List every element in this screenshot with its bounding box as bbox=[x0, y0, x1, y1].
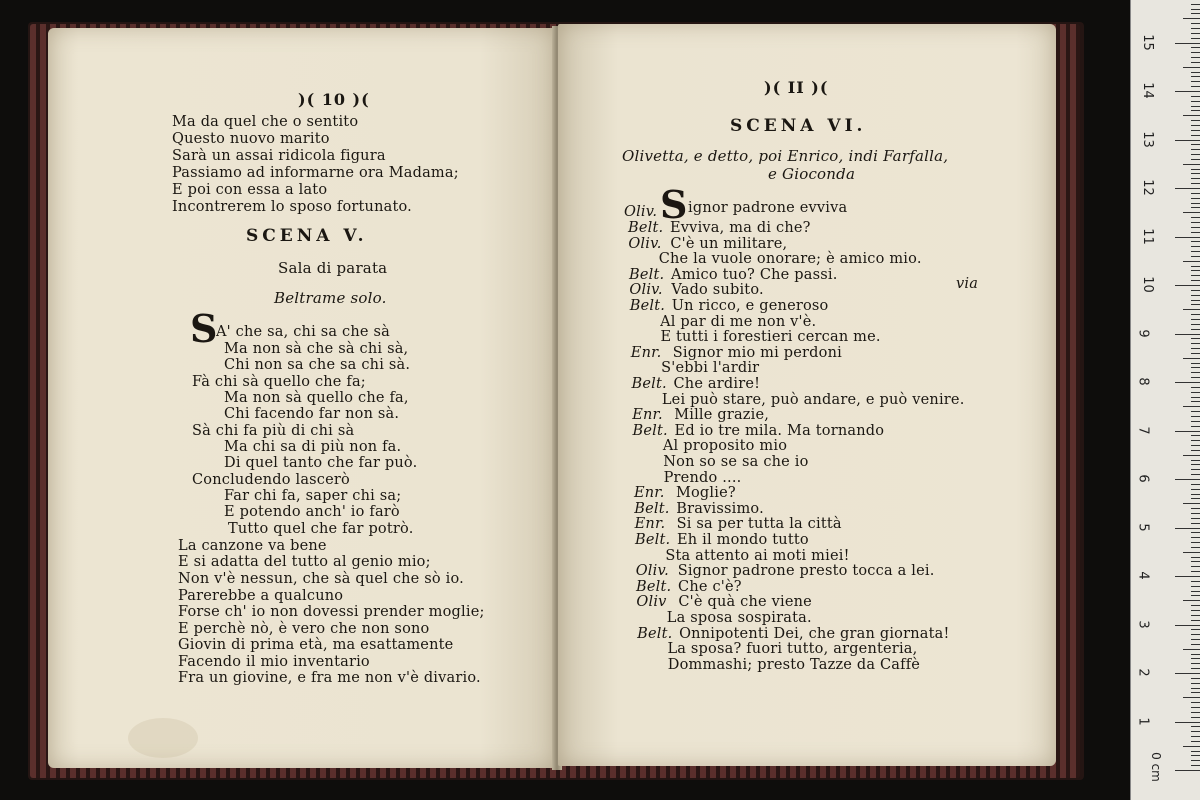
scene-heading-left: SCENA V. bbox=[246, 226, 368, 246]
drop-capital: S bbox=[660, 182, 688, 227]
ruler-tick bbox=[1191, 348, 1200, 349]
speaker-label: Belt. bbox=[632, 422, 668, 439]
ruler-tick bbox=[1191, 13, 1200, 14]
ruler-tick bbox=[1191, 663, 1200, 664]
ruler-tick bbox=[1191, 246, 1200, 247]
dialogue-line: E tutti i forestieri cercan me. bbox=[660, 329, 881, 346]
ruler-tick bbox=[1183, 552, 1200, 553]
dialogue-line: Eh il mondo tutto bbox=[677, 532, 809, 548]
ruler-number: 1 bbox=[1135, 716, 1151, 726]
ruler-tick bbox=[1175, 431, 1200, 432]
ruler-tick bbox=[1191, 736, 1200, 737]
dialogue-line: Moglie? bbox=[675, 485, 736, 502]
dialogue-line: Che ardire! bbox=[673, 376, 761, 392]
ruler-tick bbox=[1191, 489, 1200, 490]
ruler-tick bbox=[1191, 532, 1200, 533]
scene-setting: Sala di parata bbox=[278, 259, 388, 277]
text-line: E potendo anch' io farò bbox=[224, 504, 400, 520]
ruler-tick bbox=[1191, 81, 1200, 82]
text-line: Giovin di prima età, ma esattamente bbox=[178, 637, 454, 653]
cast-line: e Gioconda bbox=[768, 165, 856, 183]
ruler-tick bbox=[1191, 450, 1200, 451]
dialogue-line: Lei può stare, può andare, e può venire. bbox=[661, 391, 965, 408]
speaker-label: Enr. bbox=[634, 516, 666, 533]
ruler-tick bbox=[1191, 275, 1200, 276]
ruler-tick bbox=[1183, 697, 1200, 698]
ruler-number: 3 bbox=[1135, 619, 1151, 629]
ruler-tick bbox=[1191, 169, 1200, 170]
ruler-tick bbox=[1191, 615, 1200, 616]
text-line: E poi con essa a lato bbox=[172, 182, 328, 198]
page-number-left: )( 10 )( bbox=[298, 90, 370, 109]
ruler-tick bbox=[1191, 445, 1200, 446]
dialogue-line: La sposa sospirata. bbox=[666, 610, 812, 626]
text-line: Sarà un assai ridicola figura bbox=[172, 148, 386, 164]
ruler-tick bbox=[1183, 455, 1200, 456]
ruler-tick bbox=[1191, 4, 1200, 5]
text-line: Sà chi fa più di chi sà bbox=[192, 423, 355, 439]
ruler-tick bbox=[1191, 47, 1200, 48]
ruler-tick bbox=[1175, 673, 1200, 674]
text-line: Ma chi sa di più non fa. bbox=[224, 439, 402, 455]
ruler-tick bbox=[1191, 416, 1200, 417]
text-line: Chi facendo far non sà. bbox=[224, 406, 400, 422]
ruler-tick bbox=[1175, 140, 1200, 141]
dialogue-line: Al par di me non v'è. bbox=[660, 313, 817, 330]
speaker-label: Belt. bbox=[628, 220, 664, 236]
ruler-tick bbox=[1191, 372, 1200, 373]
ruler-tick bbox=[1191, 86, 1200, 87]
dialogue-line: Signor mio mi perdoni bbox=[672, 344, 842, 361]
ruler-tick bbox=[1191, 144, 1200, 145]
ruler-tick bbox=[1191, 149, 1200, 150]
measurement-ruler bbox=[1130, 0, 1200, 800]
dialogue-line: Si sa per tutta la città bbox=[676, 516, 842, 533]
text-line: Ma da quel che o sentito bbox=[172, 114, 359, 130]
ruler-number: 7 bbox=[1135, 425, 1151, 435]
ruler-number: 4 bbox=[1135, 571, 1151, 580]
ruler-tick bbox=[1175, 43, 1200, 44]
text-line: Ma non sà che sà chi sà, bbox=[224, 341, 409, 357]
ruler-tick bbox=[1191, 591, 1200, 592]
ruler-tick bbox=[1183, 261, 1200, 262]
ruler-tick bbox=[1191, 397, 1200, 398]
ruler-tick bbox=[1191, 217, 1200, 218]
ruler-tick bbox=[1191, 72, 1200, 73]
ruler-tick bbox=[1191, 266, 1200, 267]
ruler-tick bbox=[1191, 760, 1200, 761]
ruler-tick bbox=[1191, 557, 1200, 558]
text-line: Far chi fa, saper chi sa; bbox=[224, 488, 402, 504]
text-line: Parerebbe a qualcuno bbox=[178, 588, 344, 604]
ruler-tick bbox=[1191, 571, 1200, 572]
ruler-tick bbox=[1191, 57, 1200, 58]
speaker-label: Enr. bbox=[630, 344, 662, 361]
ruler-tick bbox=[1191, 464, 1200, 465]
ruler-tick bbox=[1191, 668, 1200, 669]
dialogue-line: La sposa? fuori tutto, argenteria, bbox=[667, 641, 918, 658]
ruler-tick bbox=[1191, 629, 1200, 630]
speaker-label: Enr. bbox=[633, 485, 665, 502]
ruler-tick bbox=[1191, 440, 1200, 441]
speaker-label: Belt. bbox=[634, 500, 670, 517]
dialogue-line: Signor padrone presto tocca a lei. bbox=[677, 563, 935, 580]
ruler-tick bbox=[1175, 528, 1200, 529]
ruler-tick bbox=[1191, 751, 1200, 752]
dialogue-line: C'è quà che viene bbox=[678, 594, 812, 611]
text-line: Di quel tanto che far può. bbox=[224, 455, 418, 471]
ruler-tick bbox=[1191, 377, 1200, 378]
ruler-tick bbox=[1191, 251, 1200, 252]
ruler-tick bbox=[1191, 353, 1200, 354]
ruler-tick bbox=[1191, 338, 1200, 339]
speaker-label: Oliv. bbox=[635, 563, 669, 580]
ruler-tick bbox=[1191, 537, 1200, 538]
ruler-tick bbox=[1191, 595, 1200, 596]
speaker-label: Oliv. bbox=[624, 204, 658, 220]
paper-stain bbox=[128, 718, 198, 758]
ruler-tick bbox=[1191, 586, 1200, 587]
ruler-tick bbox=[1191, 222, 1200, 223]
ruler-tick bbox=[1191, 28, 1200, 29]
ruler-tick bbox=[1191, 314, 1200, 315]
dialogue-line: Al proposito mio bbox=[662, 438, 788, 455]
ruler-tick bbox=[1191, 329, 1200, 330]
ruler-tick bbox=[1191, 658, 1200, 659]
ruler-tick bbox=[1191, 581, 1200, 582]
dialogue-line: Che la vuole onorare; è amico mio. bbox=[658, 251, 922, 268]
ruler-tick bbox=[1191, 159, 1200, 160]
ruler-tick bbox=[1191, 38, 1200, 39]
ruler-tick bbox=[1191, 634, 1200, 635]
ruler-tick bbox=[1175, 188, 1200, 189]
ruler-tick bbox=[1191, 513, 1200, 514]
ruler-tick bbox=[1191, 741, 1200, 742]
ruler-tick bbox=[1191, 426, 1200, 427]
dialogue-line: Vado subito. bbox=[671, 282, 764, 299]
ruler-tick bbox=[1175, 479, 1200, 480]
ruler-tick bbox=[1191, 683, 1200, 684]
speaker-label: Oliv. bbox=[628, 235, 662, 252]
ruler-tick bbox=[1191, 101, 1200, 102]
ruler-tick bbox=[1175, 576, 1200, 577]
ruler-tick bbox=[1191, 474, 1200, 475]
ruler-tick bbox=[1191, 125, 1200, 126]
dialogue-line: Sta attento ai moti miei! bbox=[665, 547, 850, 564]
speaker-label: Belt. bbox=[637, 625, 673, 642]
ruler-tick bbox=[1191, 178, 1200, 179]
ruler-tick bbox=[1191, 411, 1200, 412]
ruler-tick bbox=[1191, 154, 1200, 155]
ruler-tick bbox=[1191, 193, 1200, 194]
ruler-tick bbox=[1183, 212, 1200, 213]
ruler-tick bbox=[1191, 343, 1200, 344]
speaker-label: Enr. bbox=[632, 407, 663, 424]
ruler-tick bbox=[1191, 232, 1200, 233]
ruler-tick bbox=[1191, 387, 1200, 388]
ruler-tick bbox=[1175, 770, 1200, 771]
dialogue-line: Bravissimo. bbox=[676, 500, 764, 517]
ruler-tick bbox=[1175, 334, 1200, 335]
ruler-tick bbox=[1191, 620, 1200, 621]
ruler-tick bbox=[1191, 203, 1200, 204]
ruler-tick bbox=[1191, 300, 1200, 301]
ruler-tick bbox=[1191, 712, 1200, 713]
ruler-tick bbox=[1191, 280, 1200, 281]
ruler-unit-label: 0 cm bbox=[1148, 752, 1163, 782]
ruler-tick bbox=[1175, 625, 1200, 626]
ruler-tick bbox=[1191, 241, 1200, 242]
ruler-tick bbox=[1191, 755, 1200, 756]
ruler-tick bbox=[1191, 227, 1200, 228]
speaker-label: Belt. bbox=[636, 578, 672, 595]
ruler-tick bbox=[1191, 484, 1200, 485]
dialogue-line: Un ricco, e generoso bbox=[671, 298, 829, 314]
speaker-label: Oliv. bbox=[629, 282, 663, 299]
text-line: Fà chi sà quello che fa; bbox=[192, 374, 366, 390]
ruler-tick bbox=[1191, 401, 1200, 402]
ruler-tick bbox=[1191, 363, 1200, 364]
ruler-tick bbox=[1191, 9, 1200, 10]
ruler-tick bbox=[1183, 503, 1200, 504]
right-page bbox=[558, 24, 1056, 766]
ruler-tick bbox=[1191, 135, 1200, 136]
ruler-tick bbox=[1191, 304, 1200, 305]
ruler-tick bbox=[1191, 702, 1200, 703]
ruler-tick bbox=[1183, 649, 1200, 650]
ruler-tick bbox=[1191, 110, 1200, 111]
text-line: Fra un giovine, e fra me non v'è divario. bbox=[178, 670, 481, 686]
ruler-tick bbox=[1183, 18, 1200, 19]
ruler-tick bbox=[1191, 561, 1200, 562]
ruler-tick bbox=[1191, 183, 1200, 184]
ruler-tick bbox=[1191, 367, 1200, 368]
text-line: Tutto quel che far potrò. bbox=[228, 521, 414, 537]
ruler-tick bbox=[1191, 731, 1200, 732]
text-line: Forse ch' io non dovessi prender moglie; bbox=[178, 604, 485, 620]
scene-heading-right: SCENA VI. bbox=[730, 116, 867, 136]
ruler-tick bbox=[1191, 290, 1200, 291]
speaker-label: Oliv bbox=[636, 594, 667, 611]
ruler-tick bbox=[1191, 270, 1200, 271]
text-line: Facendo il mio inventario bbox=[178, 654, 370, 670]
ruler-tick bbox=[1191, 498, 1200, 499]
ruler-tick bbox=[1183, 115, 1200, 116]
ruler-tick bbox=[1191, 421, 1200, 422]
ruler-tick bbox=[1191, 494, 1200, 495]
stage-direction: via bbox=[956, 276, 979, 292]
ruler-tick bbox=[1183, 746, 1200, 747]
left-page bbox=[48, 28, 556, 768]
text-line: Incontrerem lo sposo fortunato. bbox=[172, 199, 412, 215]
ruler-tick bbox=[1191, 96, 1200, 97]
dialogue-line: Prendo .... bbox=[663, 469, 742, 486]
ruler-tick bbox=[1191, 33, 1200, 34]
text-line: Non v'è nessun, che sà quel che sò io. bbox=[178, 571, 464, 587]
ruler-tick bbox=[1191, 76, 1200, 77]
dialogue-line: Mille grazie, bbox=[674, 407, 770, 424]
ruler-tick bbox=[1175, 237, 1200, 238]
ruler-tick bbox=[1175, 382, 1200, 383]
ruler-tick bbox=[1191, 518, 1200, 519]
ruler-number: 13 bbox=[1139, 130, 1155, 148]
ruler-tick bbox=[1191, 542, 1200, 543]
text-line: E perchè nò, è vero che non sono bbox=[178, 621, 430, 637]
ruler-number: 2 bbox=[1135, 668, 1151, 677]
ruler-tick bbox=[1191, 435, 1200, 436]
ruler-tick bbox=[1183, 600, 1200, 601]
ruler-tick bbox=[1191, 726, 1200, 727]
ruler-tick bbox=[1191, 319, 1200, 320]
text-line: La canzone va bene bbox=[178, 538, 327, 554]
ruler-tick bbox=[1191, 469, 1200, 470]
dialogue-line: C'è un militare, bbox=[670, 235, 788, 252]
dialogue-line: Dommashi; presto Tazze da Caffè bbox=[667, 656, 921, 673]
text-line: Chi non sa che sa chi sà. bbox=[224, 357, 411, 373]
ruler-tick bbox=[1183, 358, 1200, 359]
dialogue-line: Non so se sa che io bbox=[663, 454, 809, 470]
dialogue-line: Ed io tre mila. Ma tornando bbox=[674, 422, 885, 439]
ruler-tick bbox=[1191, 460, 1200, 461]
speaker-label: Belt. bbox=[629, 266, 665, 283]
ruler-number: 11 bbox=[1139, 227, 1155, 245]
ruler-number: 14 bbox=[1139, 82, 1155, 99]
drop-capital: S bbox=[190, 306, 218, 351]
ruler-tick bbox=[1191, 392, 1200, 393]
ruler-tick bbox=[1191, 207, 1200, 208]
ruler-tick bbox=[1191, 106, 1200, 107]
ruler-tick bbox=[1191, 523, 1200, 524]
text-line: E si adatta del tutto al genio mio; bbox=[178, 554, 431, 570]
ruler-tick bbox=[1191, 610, 1200, 611]
ruler-tick bbox=[1191, 654, 1200, 655]
page-number-right: )( II )( bbox=[764, 78, 829, 97]
dialogue-line: Che c'è? bbox=[678, 578, 742, 595]
ruler-number: 12 bbox=[1139, 179, 1155, 196]
text-line: Concludendo lascerò bbox=[192, 472, 350, 488]
ruler-tick bbox=[1175, 285, 1200, 286]
ruler-tick bbox=[1191, 678, 1200, 679]
ruler-number: 8 bbox=[1135, 377, 1151, 386]
speaker-label: Belt. bbox=[629, 298, 666, 314]
ruler-number: 6 bbox=[1135, 474, 1151, 483]
ruler-tick bbox=[1191, 23, 1200, 24]
text-line: ignor padrone evviva bbox=[688, 200, 848, 216]
ruler-tick bbox=[1191, 173, 1200, 174]
ruler-tick bbox=[1191, 120, 1200, 121]
ruler-tick bbox=[1175, 91, 1200, 92]
dialogue-line: Evviva, ma di che? bbox=[670, 220, 811, 236]
ruler-tick bbox=[1191, 717, 1200, 718]
ruler-tick bbox=[1191, 644, 1200, 645]
character-line: Beltrame solo. bbox=[274, 289, 387, 307]
ruler-number: 10 bbox=[1139, 276, 1155, 293]
ruler-tick bbox=[1183, 406, 1200, 407]
text-line: A' che sa, chi sa che sà bbox=[216, 324, 390, 340]
ruler-tick bbox=[1191, 692, 1200, 693]
ruler-number: 5 bbox=[1135, 522, 1151, 532]
ruler-number: 9 bbox=[1135, 328, 1151, 338]
ruler-tick bbox=[1175, 722, 1200, 723]
text-line: Questo nuovo marito bbox=[172, 131, 330, 147]
ruler-tick bbox=[1191, 508, 1200, 509]
text-line: Passiamo ad informarne ora Madama; bbox=[172, 165, 459, 181]
ruler-number: 15 bbox=[1139, 33, 1155, 51]
ruler-tick bbox=[1191, 62, 1200, 63]
ruler-tick bbox=[1191, 256, 1200, 257]
ruler-tick bbox=[1191, 605, 1200, 606]
ruler-tick bbox=[1191, 707, 1200, 708]
speaker-label: Belt. bbox=[635, 532, 671, 548]
speaker-label: Belt. bbox=[631, 376, 667, 392]
text-line: Ma non sà quello che fa, bbox=[224, 390, 409, 406]
ruler-tick bbox=[1191, 566, 1200, 567]
ruler-tick bbox=[1191, 324, 1200, 325]
dialogue-line: S'ebbi l'ardir bbox=[661, 360, 760, 377]
ruler-tick bbox=[1191, 547, 1200, 548]
ruler-tick bbox=[1191, 130, 1200, 131]
ruler-tick bbox=[1191, 639, 1200, 640]
dialogue-line: Onnipotenti Dei, che gran giornata! bbox=[679, 625, 950, 642]
cast-line: Olivetta, e detto, poi Enrico, indi Farfalla, bbox=[622, 147, 949, 165]
ruler-tick bbox=[1183, 67, 1200, 68]
ruler-tick bbox=[1191, 52, 1200, 53]
ruler-tick bbox=[1191, 765, 1200, 766]
dialogue-line: Amico tuo? Che passi. bbox=[671, 266, 838, 283]
ruler-tick bbox=[1191, 688, 1200, 689]
ruler-tick bbox=[1191, 198, 1200, 199]
ruler-tick bbox=[1191, 295, 1200, 296]
ruler-tick bbox=[1183, 309, 1200, 310]
ruler-tick bbox=[1183, 164, 1200, 165]
